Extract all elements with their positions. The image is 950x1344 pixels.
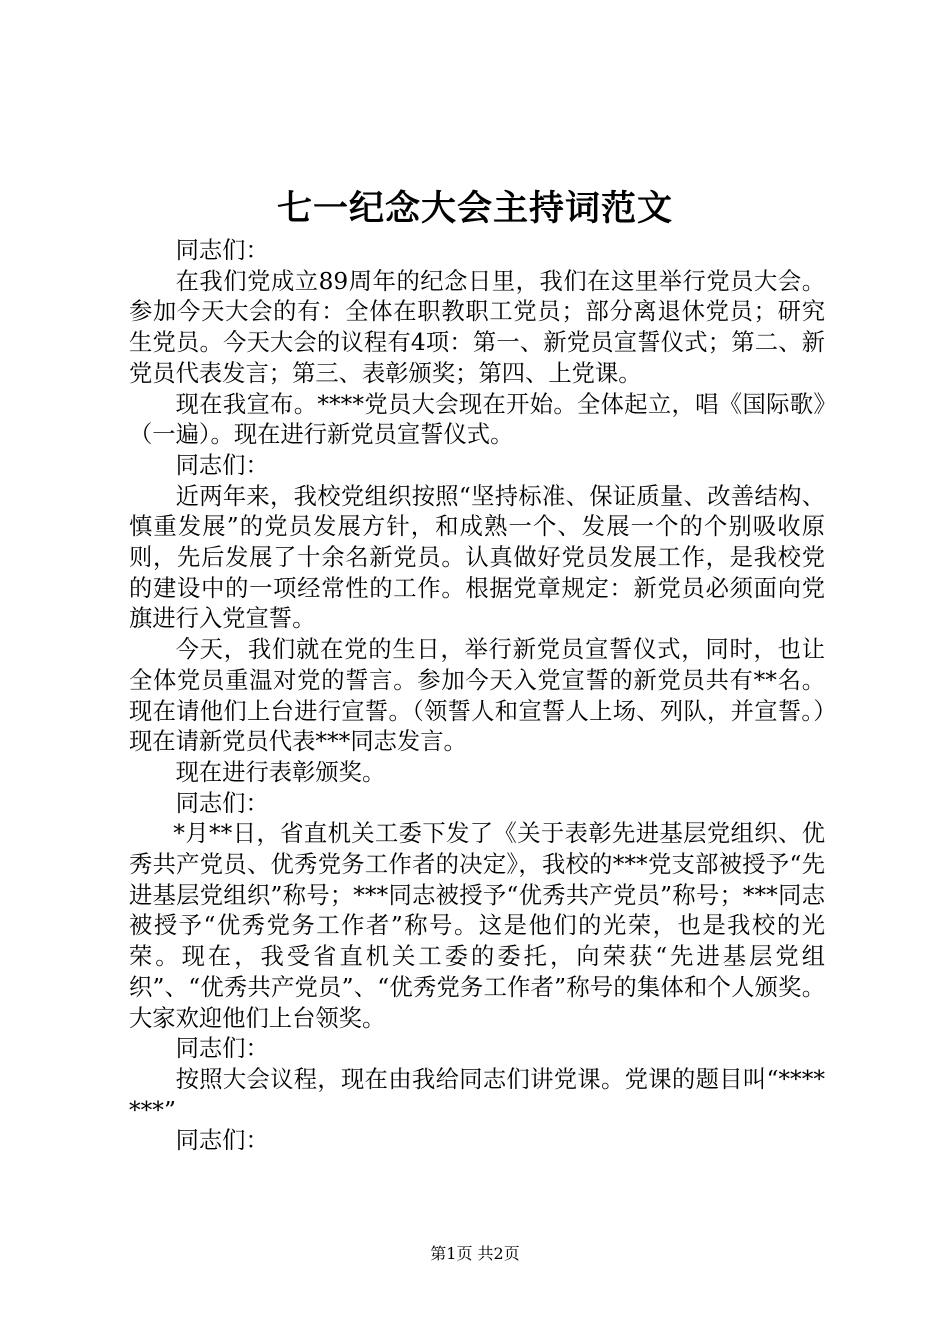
paragraph-greeting: 同志们：: [175, 789, 269, 817]
paragraph-announcement: 现在我宣布。****党员大会现在开始。全体起立，唱《国际歌》（一遍）。现在进行新党员宣誓仪式。: [129, 390, 825, 449]
paragraph-greeting: 同志们：: [175, 451, 269, 479]
paragraph-greeting: 同志们：: [175, 1127, 269, 1155]
document-title: 七一纪念大会主持词范文: [276, 188, 673, 229]
document-body: [129, 236, 825, 1157]
paragraph-awards-intro: 现在进行表彰颁奖。: [175, 758, 386, 786]
paragraph-greeting: 同志们：: [175, 237, 269, 264]
paragraph-opening: 在我们党成立89周年的纪念日里，我们在这里举行党员大会。参加今天大会的有：全体在职教职工党员；部分离退休党员；研究生党员。今天大会的议程有4项：第一、新党员宣誓仪式；第二、新党员代表发言；第三、表彰颁奖；第四、上党课。: [129, 267, 825, 387]
paragraph-greeting: 同志们：: [175, 1035, 269, 1063]
paragraph-party-lesson: 按照大会议程，现在由我给同志们讲党课。党课的题目叫“*******”: [129, 1065, 825, 1124]
paragraph-development: 近两年来，我校党组织按照“坚持标准、保证质量、改善结构、慎重发展”的党员发展方针，和成熟一个、发展一个的个别吸收原则，先后发展了十余名新党员。认真做好党员发展工作，是我校党的建设中的一项经常性的工作。根据党章规定：新党员必须面向党旗进行入党宣誓。: [129, 482, 825, 633]
paragraph-oath: 今天，我们就在党的生日，举行新党员宣誓仪式，同时，也让全体党员重温对党的誓言。参加今天入党宣誓的新党员共有**名。现在请他们上台进行宣誓。（领誓人和宣誓人上场、列队，并宣誓。）现在请新党员代表***同志发言。: [129, 636, 825, 756]
paragraph-awards: *月**日，省直机关工委下发了《关于表彰先进基层党组织、优秀共产党员、优秀党务工作者的决定》，我校的***党支部被授予“先进基层党组织”称号；***同志被授予“优秀共产党员”称号；***同志被授予“优秀党务工作者”称号。这是他们的光荣，也是我校的光荣。现在，我受省直机关工委的委托，向荣获“先进基层党组织”、“优秀共产党员”、“优秀党务工作者”称号的集体和个人颁奖。大家欢迎他们上台领奖。: [129, 820, 825, 1032]
page-footer: 第1页 共2页: [430, 1244, 520, 1263]
